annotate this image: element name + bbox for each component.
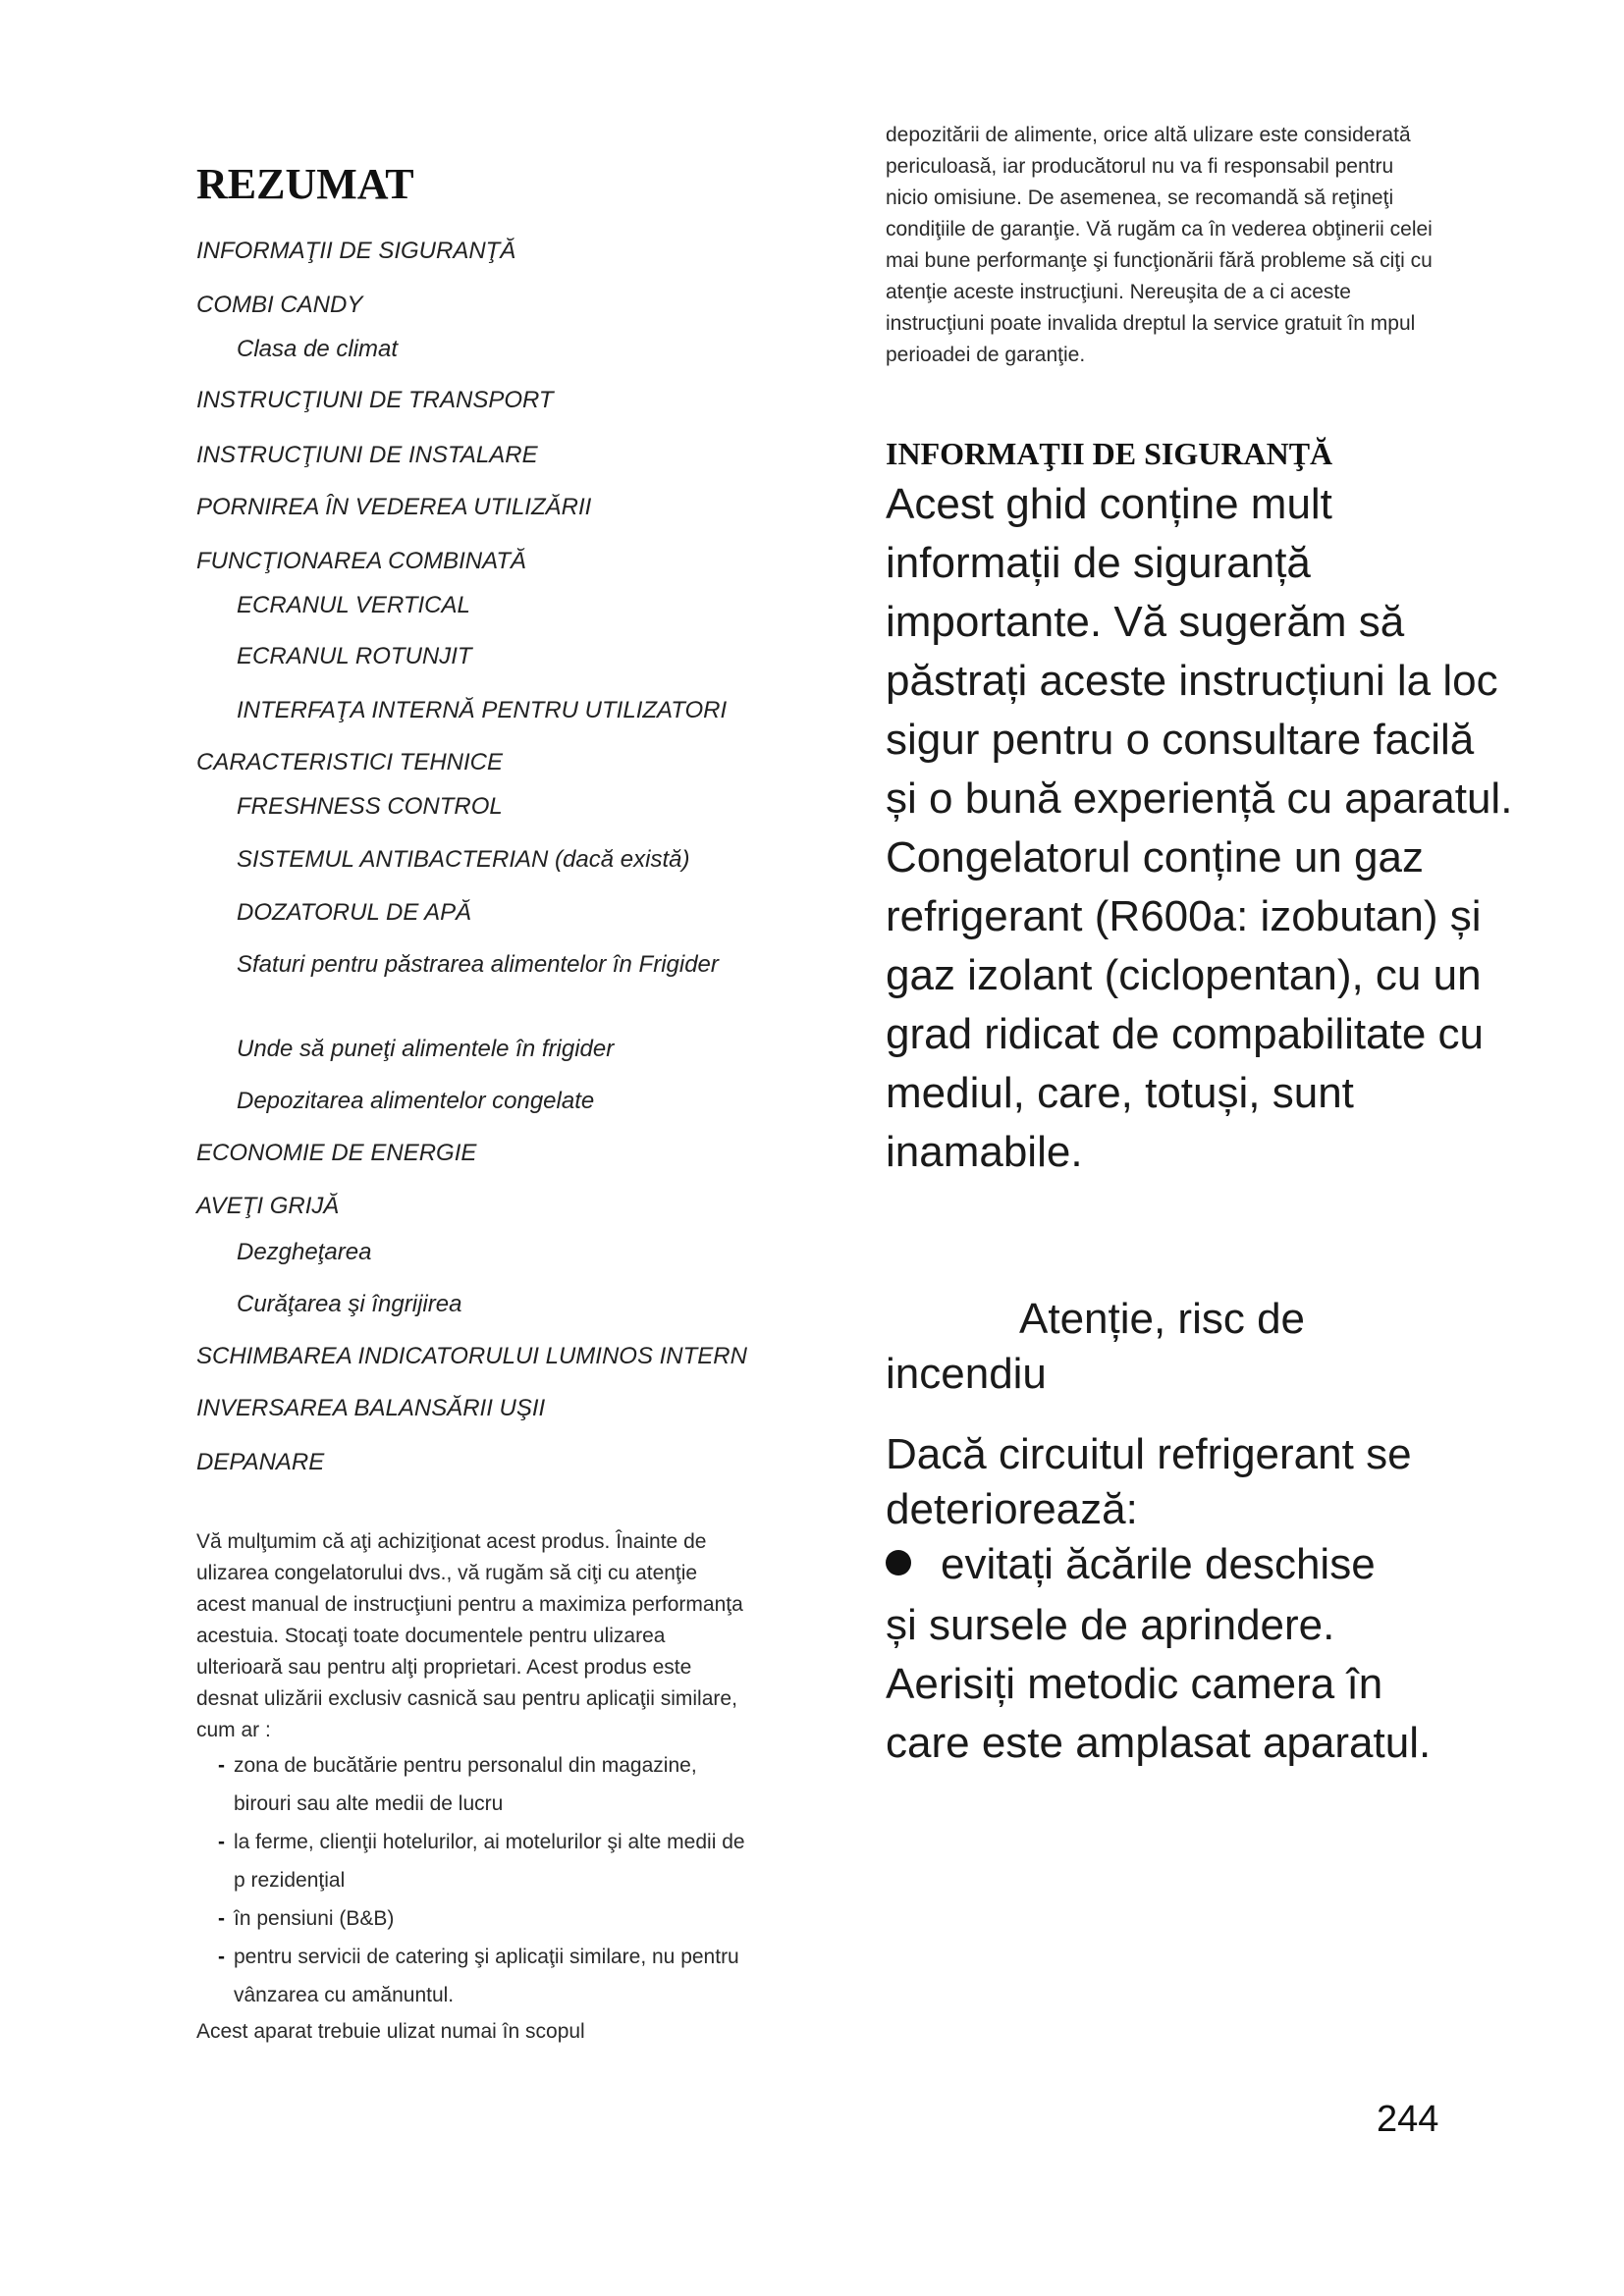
document-title: REZUMAT <box>196 160 414 208</box>
fire-warning-section <box>886 1292 1514 1771</box>
warning-bullet-item: evitați ăcările deschise <box>886 1537 1514 1592</box>
toc-subitem[interactable]: ECRANUL ROTUNJIT <box>237 643 472 669</box>
list-item: - zona de bucătărie pentru personalul din magazine, birouri sau alte medii de lucru <box>196 1746 746 1823</box>
page-number: 244 <box>1377 2099 1439 2140</box>
bullet-icon <box>886 1550 911 1575</box>
list-item: - la ferme, clienţii hotelurilor, ai motelurilor şi alte medii de p rezidenţial <box>196 1823 746 1899</box>
dash-marker: - <box>218 1831 225 1853</box>
toc-subitem[interactable]: INTERFAŢA INTERNĂ PENTRU UTILIZATORI <box>237 697 728 723</box>
toc-item[interactable]: DEPANARE <box>196 1449 325 1475</box>
dash-marker: - <box>218 1946 225 1968</box>
toc-item[interactable]: COMBI CANDY <box>196 292 363 318</box>
warning-title-line-1: Atenție, risc de <box>1019 1295 1306 1343</box>
toc-item[interactable]: SCHIMBAREA INDICATORULUI LUMINOS INTERN <box>196 1343 747 1369</box>
toc-item[interactable]: INSTRUCŢIUNI DE TRANSPORT <box>196 387 554 413</box>
toc-subitem[interactable]: Depozitarea alimentelor congelate <box>237 1088 595 1114</box>
warning-text-line-2: deteriorează: <box>886 1485 1138 1533</box>
toc-item[interactable]: FUNCŢIONAREA COMBINATĂ <box>196 548 527 574</box>
toc-item[interactable]: INFORMAŢII DE SIGURANŢĂ <box>196 238 516 264</box>
toc-item[interactable]: PORNIREA ÎN VEDEREA UTILIZĂRII <box>196 494 592 520</box>
warning-text-line-1: Dacă circuitul refrigerant se <box>886 1430 1412 1478</box>
warning-text-line-5: care este amplasat aparatul. <box>886 1719 1432 1767</box>
toc-item[interactable]: INVERSAREA BALANSĂRII UŞII <box>196 1395 546 1421</box>
intro-continuation: Acest aparat trebuie ulizat numai în scopul <box>196 2020 585 2043</box>
toc-item[interactable]: AVEŢI GRIJĂ <box>196 1193 340 1219</box>
continued-paragraph: depozitării de alimente, orice altă ulizare este considerată periculoasă, iar producătorul nu va fi responsabil pentru nicio omisiune. De asemenea, se recomandă să reţineţi condiţiile de garanţie. Vă rugăm ca în vederea obţinerii celei mai bune performanţe şi funcţionării fără probleme să ciţi cu atenţie aceste instrucţiuni. Nereuşita de a ci aceste instrucţiuni poate invalida dreptul la service gratuit în mpul perioadei de garanţie. <box>886 124 1433 366</box>
toc-subitem[interactable]: Unde să puneţi alimentele în frigider <box>237 1036 615 1062</box>
warning-text-line-3: și sursele de aprindere. <box>886 1601 1335 1649</box>
intro-section <box>196 1526 746 2048</box>
list-item: - pentru servicii de catering şi aplicaţii similare, nu pentru vânzarea cu amănuntul. <box>196 1938 746 2014</box>
toc-item[interactable]: INSTRUCŢIUNI DE INSTALARE <box>196 442 538 468</box>
warning-title-line-2: incendiu <box>886 1350 1047 1398</box>
safety-paragraph: Acest ghid conține mult informații de siguranță importante. Vă sugerăm să păstrați aceste instrucțiuni la loc sigur pentru o consultare facilă și o bună experiență cu aparatul. Congelatorul conține un gaz refrigerant (R600a: izobutan) și gaz izolant (ciclopentan), cu un grad ridicat de compabilitate cu mediul, care, totuși, sunt inamabile. <box>886 480 1513 1176</box>
safety-heading: INFORMAŢII DE SIGURANŢĂ <box>886 436 1333 471</box>
dash-marker: - <box>218 1754 225 1777</box>
toc-subitem[interactable]: Curăţarea şi îngrijirea <box>237 1291 462 1317</box>
list-item: - în pensiuni (B&B) <box>196 1899 746 1938</box>
toc-item[interactable]: CARACTERISTICI TEHNICE <box>196 749 504 775</box>
usage-list <box>196 1746 746 2014</box>
intro-paragraph: Vă mulţumim că aţi achiziţionat acest produs. Înainte de ulizarea congelatorului dvs., vă rugăm să ciţi cu atenţie acest manual de instrucţiuni pentru a maximiza performanţa acestuia. Stocaţi toate documentele pentru ulizarea ulterioară sau pentru alţi proprietari. Acest produs este desnat ulizării exclusiv casnică sau pentru aplicaţii similare, cum ar : <box>196 1530 743 1741</box>
toc-subitem[interactable]: Sfaturi pentru păstrarea alimentelor în Frigider <box>237 951 719 978</box>
toc-subitem[interactable]: FRESHNESS CONTROL <box>237 793 503 820</box>
toc-subitem[interactable]: SISTEMUL ANTIBACTERIAN (dacă există) <box>237 846 690 873</box>
toc-subitem[interactable]: Clasa de climat <box>237 336 399 362</box>
dash-marker: - <box>218 1907 225 1930</box>
toc-subitem[interactable]: ECRANUL VERTICAL <box>237 592 470 618</box>
warning-text-line-4: Aerisiți metodic camera în <box>886 1660 1383 1708</box>
toc-subitem[interactable]: DOZATORUL DE APĂ <box>237 899 472 926</box>
toc-subitem[interactable]: Dezgheţarea <box>237 1239 372 1265</box>
toc-item[interactable]: ECONOMIE DE ENERGIE <box>196 1140 477 1166</box>
